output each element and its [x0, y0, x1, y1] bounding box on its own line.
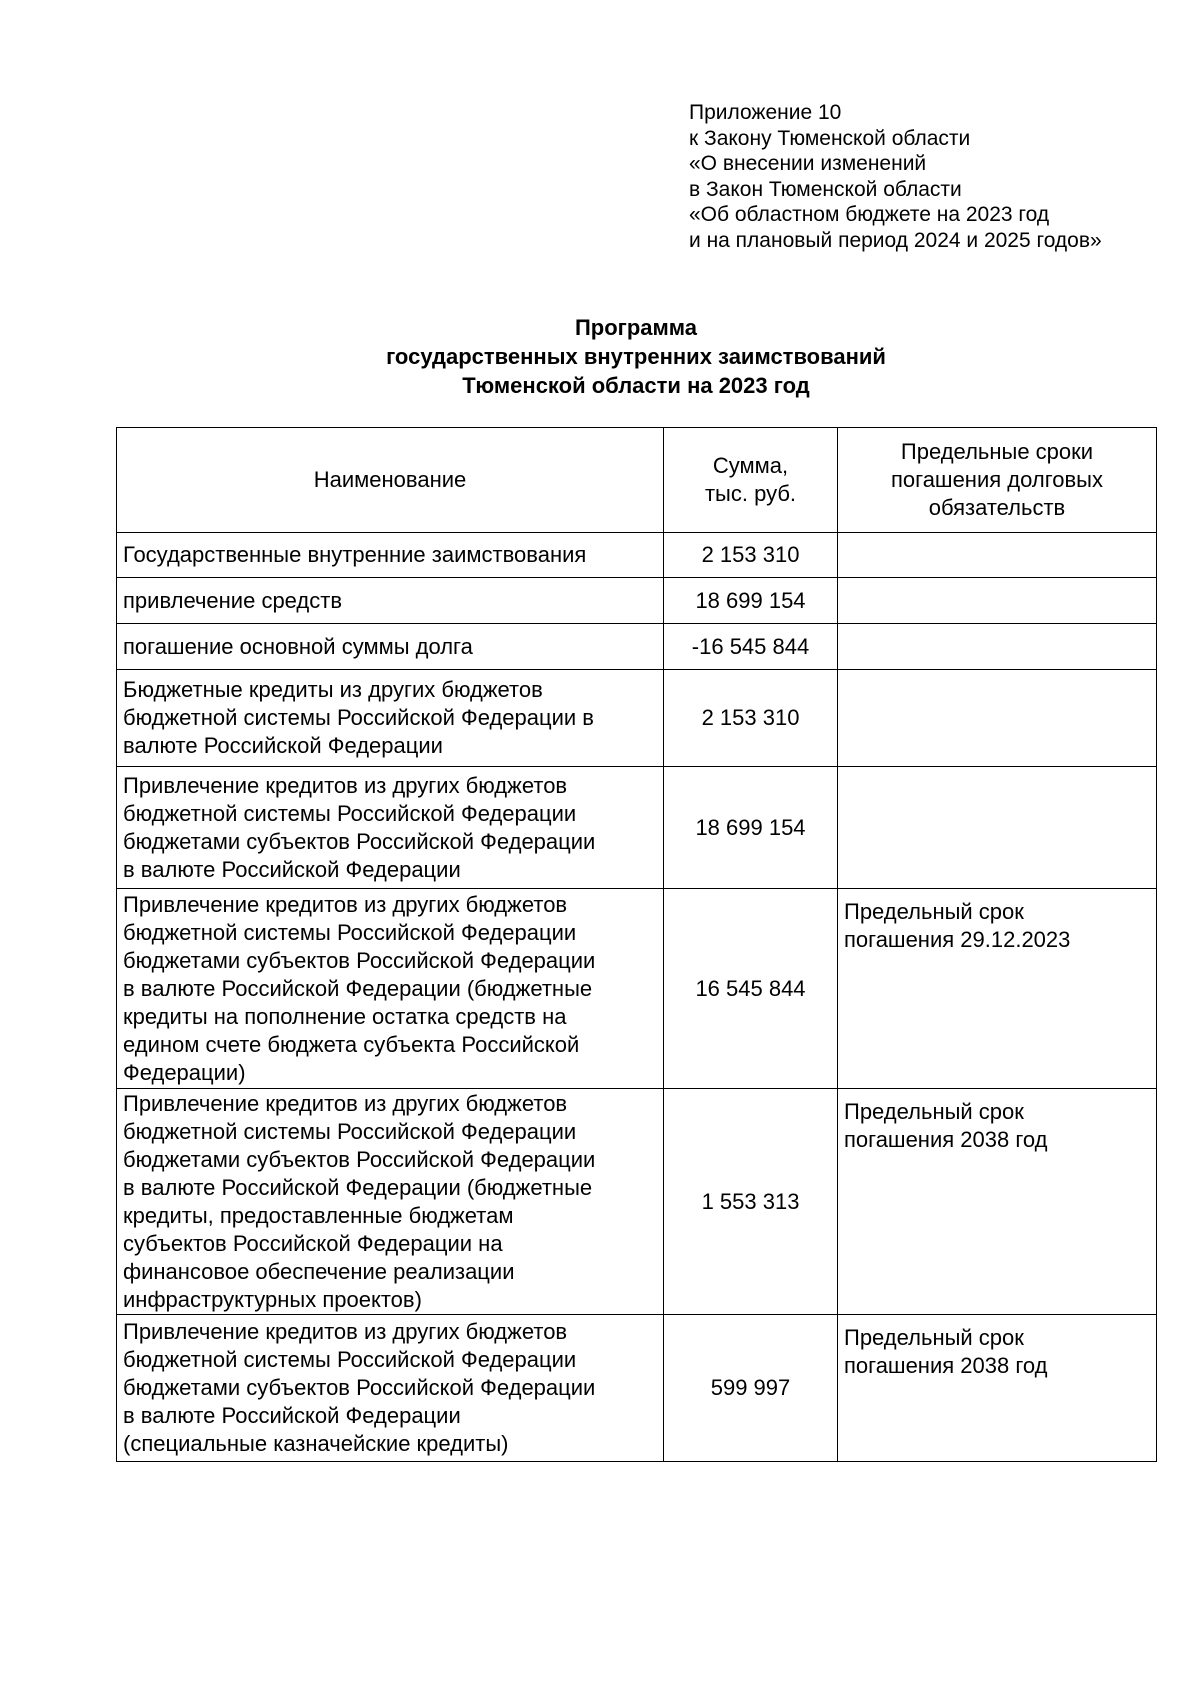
row-name-line: в валюте Российской Федерации — [123, 856, 461, 882]
table-row — [117, 767, 1157, 889]
row-name-cell — [117, 533, 664, 578]
row-sum-cell — [664, 624, 838, 670]
row-sum-value: 18 699 154 — [695, 587, 806, 613]
row-name-line: бюджетами субъектов Российской Федерации — [123, 1375, 596, 1400]
row-term-cell — [838, 1315, 1157, 1462]
row-name-line: бюджетной системы Российской Федерации — [123, 1347, 577, 1372]
row-name-line: кредиты на пополнение остатка средств на — [123, 1003, 567, 1029]
row-name-line: кредиты, предоставленные бюджетам — [123, 1202, 514, 1228]
title-line: Тюменской области на 2023 год — [462, 373, 810, 398]
row-name-line: (специальные казначейские кредиты) — [123, 1431, 509, 1456]
row-sum-cell — [664, 578, 838, 624]
title-line: Программа — [574, 315, 698, 340]
row-sum-value: -16 545 844 — [691, 633, 810, 659]
row-term-line: Предельный срок — [844, 899, 1024, 924]
borrowing-table — [116, 427, 1157, 1462]
row-name-line: едином счете бюджета субъекта Российской — [123, 1031, 580, 1057]
row-name-line: валюте Российской Федерации — [123, 733, 443, 758]
document-title — [116, 313, 1156, 400]
row-name-cell — [117, 624, 664, 670]
row-term-line: погашения 29.12.2023 — [844, 927, 1071, 952]
row-name-line: бюджетами субъектов Российской Федерации — [123, 947, 596, 973]
row-name-line: Привлечение кредитов из других бюджетов — [123, 1090, 568, 1116]
table-body — [117, 533, 1157, 1462]
row-term-cell — [838, 670, 1157, 767]
row-name-line: инфраструктурных проектов) — [123, 1286, 422, 1312]
appendix-line: Приложение 10 — [689, 101, 842, 124]
row-sum-cell — [664, 1089, 838, 1315]
row-sum-cell — [664, 767, 838, 889]
header-sum-line: Сумма, — [712, 453, 789, 478]
header-name-label: Наименование — [313, 467, 467, 492]
row-sum-value: 18 699 154 — [695, 814, 806, 840]
row-sum-cell — [664, 1315, 838, 1462]
appendix-line: «Об областном бюджете на 2023 год — [689, 203, 1050, 227]
row-term-cell — [838, 533, 1157, 578]
row-term-cell — [838, 767, 1157, 889]
row-name-cell — [117, 578, 664, 624]
row-name-line: бюджетной системы Российской Федерации — [123, 919, 577, 945]
header-term-line: погашения долговых — [891, 467, 1103, 492]
row-term-line: Предельный срок — [844, 1325, 1024, 1350]
row-term-cell — [838, 889, 1157, 1089]
row-name-line: Привлечение кредитов из других бюджетов — [123, 1319, 568, 1344]
header-term — [838, 428, 1157, 533]
row-name-line: бюджетной системы Российской Федерации в — [123, 705, 594, 730]
row-name-cell — [117, 670, 664, 767]
header-sum-line: тыс. руб. — [704, 481, 797, 506]
row-term-line: погашения 2038 год — [844, 1127, 1048, 1152]
table-row — [117, 624, 1157, 670]
header-sum — [664, 428, 838, 533]
row-name-cell — [117, 1089, 664, 1315]
row-term-cell — [838, 624, 1157, 670]
table-row — [117, 533, 1157, 578]
row-name-line: привлечение средств — [123, 587, 343, 613]
row-name-line: субъектов Российской Федерации на — [123, 1230, 503, 1256]
row-name-line: Государственные внутренние заимствования — [123, 542, 587, 567]
row-sum-value: 2 153 310 — [701, 542, 800, 567]
row-sum-cell — [664, 670, 838, 767]
appendix-line: и на плановый период 2024 и 2025 годов» — [689, 228, 1102, 252]
row-name-line: бюджетами субъектов Российской Федерации — [123, 828, 596, 854]
row-name-line: Привлечение кредитов из других бюджетов — [123, 891, 568, 917]
row-name-line: бюджетной системы Российской Федерации — [123, 800, 577, 826]
appendix-line: в Закон Тюменской области — [689, 177, 962, 201]
table-header-row — [117, 428, 1157, 533]
row-name-cell — [117, 767, 664, 889]
row-term-cell — [838, 578, 1157, 624]
header-term-line: обязательств — [928, 495, 1066, 520]
row-sum-value: 16 545 844 — [695, 975, 806, 1001]
row-sum-value: 1 553 313 — [701, 1188, 800, 1214]
row-sum-value: 2 153 310 — [701, 705, 800, 730]
appendix-line: к Закону Тюменской области — [689, 126, 971, 150]
table-row — [117, 578, 1157, 624]
row-name-line: в валюте Российской Федерации (бюджетные — [123, 975, 593, 1001]
row-term-line: погашения 2038 год — [844, 1353, 1048, 1378]
appendix-note — [689, 100, 1102, 254]
header-term-line: Предельные сроки — [900, 439, 1094, 464]
row-name-line: в валюте Российской Федерации — [123, 1403, 461, 1428]
row-name-line: погашение основной суммы долга — [123, 633, 473, 659]
row-name-line: Бюджетные кредиты из других бюджетов — [123, 677, 543, 702]
header-name — [117, 428, 664, 533]
row-name-cell — [117, 1315, 664, 1462]
row-sum-cell — [664, 889, 838, 1089]
table-row — [117, 1089, 1157, 1315]
row-term-cell — [838, 1089, 1157, 1315]
title-line: государственных внутренних заимствований — [386, 344, 886, 369]
row-term-line: Предельный срок — [844, 1099, 1024, 1124]
row-name-line: в валюте Российской Федерации (бюджетные — [123, 1174, 593, 1200]
row-name-line: Федерации) — [123, 1059, 246, 1085]
row-sum-cell — [664, 533, 838, 578]
row-name-line: бюджетами субъектов Российской Федерации — [123, 1146, 596, 1172]
table-row — [117, 1315, 1157, 1462]
row-sum-value: 599 997 — [710, 1375, 791, 1400]
appendix-line: «О внесении изменений — [689, 152, 927, 176]
row-name-cell — [117, 889, 664, 1089]
row-name-line: Привлечение кредитов из других бюджетов — [123, 772, 568, 798]
row-name-line: финансовое обеспечение реализации — [123, 1258, 515, 1284]
table-row — [117, 889, 1157, 1089]
row-name-line: бюджетной системы Российской Федерации — [123, 1118, 577, 1144]
table-row — [117, 670, 1157, 767]
